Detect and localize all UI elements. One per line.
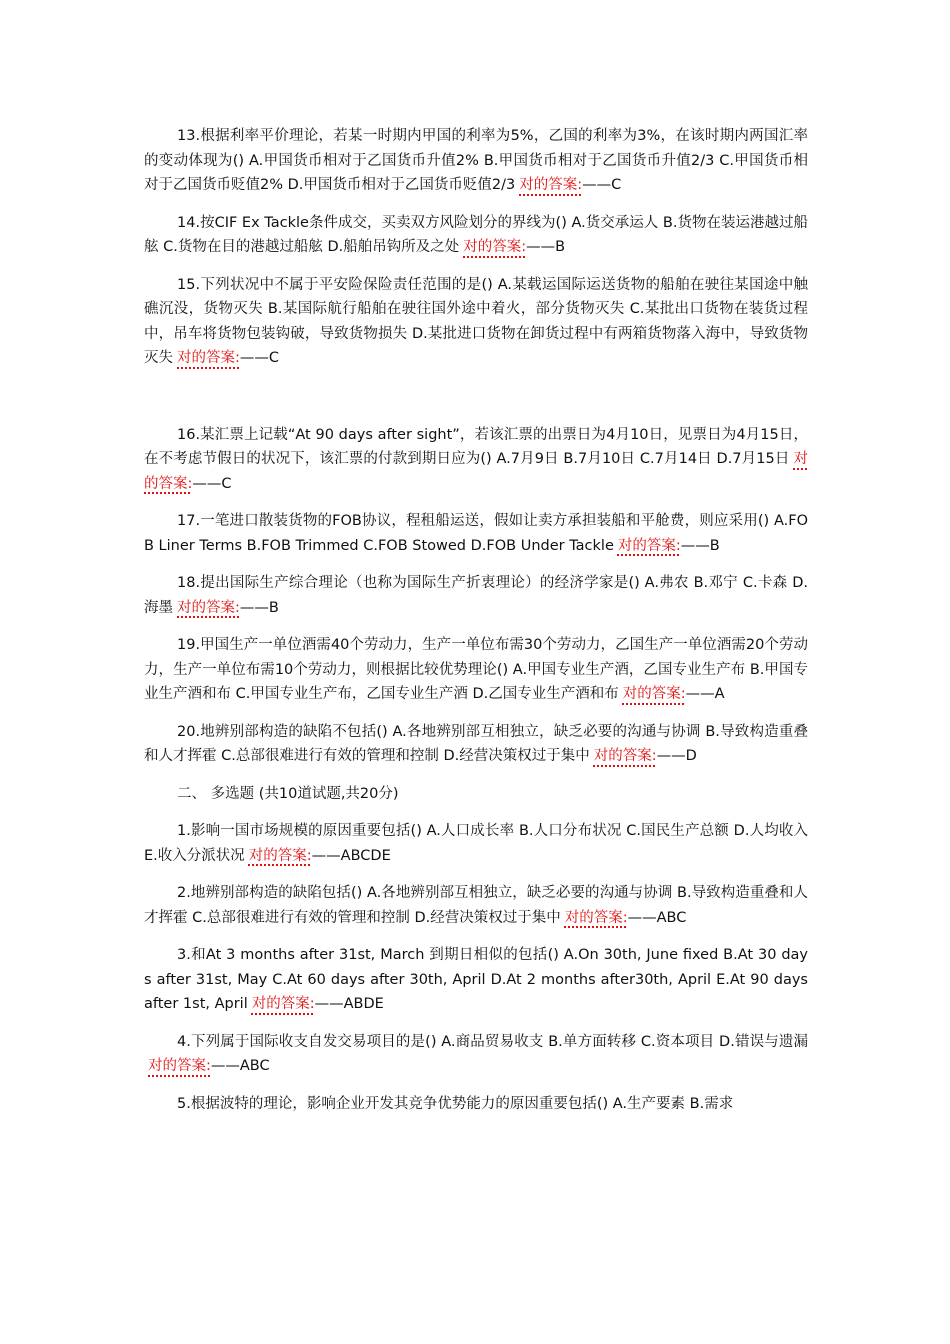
document-page — [144, 124, 808, 1129]
answer-dash: —— — [656, 748, 686, 764]
answer-value: D — [685, 748, 697, 764]
question-text: 4.下列属于国际收支自发交易项目的是() A.商品贸易收支 B.单方面转移 C.资本项目 D.错误与遗漏 — [177, 1033, 808, 1050]
question-16 — [144, 423, 808, 497]
answer-value: B — [268, 599, 279, 616]
answer-value: C — [221, 475, 232, 492]
question-17 — [144, 509, 808, 558]
answer-dash: —— — [239, 599, 269, 616]
question-15 — [144, 273, 808, 371]
answer-label: 对的答案: — [519, 177, 583, 193]
answer-label: 对的答案: — [177, 599, 240, 616]
answer-value: C — [268, 350, 280, 366]
question-text: 16.某汇票上记载“At 90 days after sight”，若该汇票的出票日为4月10日，见票日为4月15日，在不考虑节假日的状况下，该汇票的付款到期日应为() A.7月9日 B.7月10日 C.7月14日 D.7月15日 — [144, 426, 808, 467]
question-text: 19.甲国生产一单位酒需40个劳动力，生产一单位布需30个劳动力，乙国生产一单位酒需20个劳动力，生产一单位布需10个劳动力，则根据比较优势理论() A.甲国专业生产酒，乙国专业生产布 B.甲国专业生产酒和布 C.甲国专业生产布，乙国专业生产酒 D.乙国专业生产酒和布 — [144, 637, 808, 702]
answer-value: C — [611, 177, 622, 193]
question-text: 1.影响一国市场规模的原因重要包括() A.人口成长率 B.人口分布状况 C.国民生产总额 D.人均收入 E.收入分派状况 — [144, 823, 808, 864]
answer-label: 对的答案: — [593, 748, 657, 764]
question-20 — [144, 720, 808, 769]
answer-label: 对的答案: — [148, 1058, 211, 1074]
answer-dash: —— — [192, 475, 222, 492]
answer-value: B — [555, 239, 566, 255]
answer-value: B — [709, 537, 720, 554]
multi-question-3 — [144, 943, 808, 1017]
answer-dash: —— — [627, 909, 657, 926]
question-text: 13.根据利率平价理论，若某一时期内甲国的利率为5%，乙国的利率为3%，在该时期内两国汇率的变动体现为() A.甲国货币相对于乙国货币升值2% B.甲国货币相对于乙国货币升值2/3 C.甲国货币相对于乙国货币贬值2% D.甲国货币相对于乙国货币贬值2/3 — [144, 128, 808, 193]
answer-dash: —— — [210, 1058, 240, 1074]
question-text: 18.提出国际生产综合理论（也称为国际生产折衷理论）的经济学家是() A.弗农 B.邓宁 C.卡森 D.海墨 — [144, 575, 808, 616]
question-13 — [144, 124, 808, 198]
question-text: 2.地辨别部构造的缺陷包括() A.各地辨别部互相独立，缺乏必要的沟通与协调 B.导致构造重叠和人才挥霍 C.总部很难进行有效的管理和控制 D.经营决策权过于集中 — [144, 885, 808, 926]
question-text: 5.根据波特的理论，影响企业开发其竞争优势能力的原因重要包括() A.生产要素 B.需求 — [177, 1095, 734, 1112]
question-19 — [144, 633, 808, 707]
answer-dash: —— — [680, 537, 710, 554]
answer-label: 对的答案: — [248, 847, 312, 864]
answer-value: ABDE — [343, 996, 384, 1012]
answer-value: ABCDE — [340, 847, 391, 864]
question-text: 14.按CIF Ex Tackle条件成交，买卖双方风险划分的界线为() A.货交承运人 B.货物在装运港越过船舷 C.货物在目的港越过船舷 D.船舶吊钩所及之处 — [144, 214, 808, 255]
answer-value: ABC — [239, 1058, 270, 1074]
answer-value: ABC — [656, 909, 687, 926]
answer-label: 对的答案: — [463, 239, 527, 255]
multi-question-5 — [144, 1092, 808, 1117]
answer-dash: —— — [239, 350, 269, 366]
answer-label: 对的答案: — [251, 996, 315, 1012]
answer-dash: —— — [311, 847, 341, 864]
multi-question-2 — [144, 881, 808, 930]
answer-label: 对的答案: — [177, 350, 240, 366]
answer-dash: —— — [685, 686, 715, 702]
answer-dash: —— — [582, 177, 612, 193]
answer-label: 对的答案: — [617, 537, 681, 554]
question-text: 17.一笔进口散装货物的FOB协议，程租船运送，假如让卖方承担装船和平舱费，则应采用() A.FOB Liner Terms B.FOB Trimmed C.FOB Stowed D.FOB Under Tackle — [144, 513, 808, 554]
question-18 — [144, 571, 808, 620]
answer-dash: —— — [526, 239, 556, 255]
answer-label: 对的答案: — [144, 451, 808, 492]
question-14 — [144, 211, 808, 260]
question-text: 15.下列状况中不属于平安险保险责任范围的是() A.某载运国际运送货物的船舶在驶往某国途中触礁沉没，货物灭失 B.某国际航行船舶在驶往国外途中着火，部分货物灭失 C.某批出口货物在装货过程中，吊车将货物包装钩破，导致货物损失 D.某批进口货物在卸货过程中有两箱货物落入海中，导致货物灭失 — [144, 276, 808, 366]
answer-label: 对的答案: — [564, 909, 628, 926]
question-text: 20.地辨别部构造的缺陷不包括() A.各地辨别部互相独立，缺乏必要的沟通与协调 B.导致构造重叠和人才挥霍 C.总部很难进行有效的管理和控制 D.经营决策权过于集中 — [144, 723, 808, 764]
multi-question-1 — [144, 819, 808, 868]
section-heading-multiple-choice: 二、 多选题 (共10道试题,共20分) — [177, 785, 399, 802]
answer-label: 对的答案: — [622, 686, 686, 702]
answer-dash: —— — [314, 996, 344, 1012]
multi-question-4 — [144, 1030, 808, 1079]
answer-value: A — [714, 686, 725, 702]
question-text: 3.和At 3 months after 31st, March 到期日相似的包括() A.On 30th, June fixed B.At 30 days after 31st, May C.At 60 days after 30th, April D.At 2 months after30th, April E.At 90 days after 1st, April — [144, 947, 808, 1012]
